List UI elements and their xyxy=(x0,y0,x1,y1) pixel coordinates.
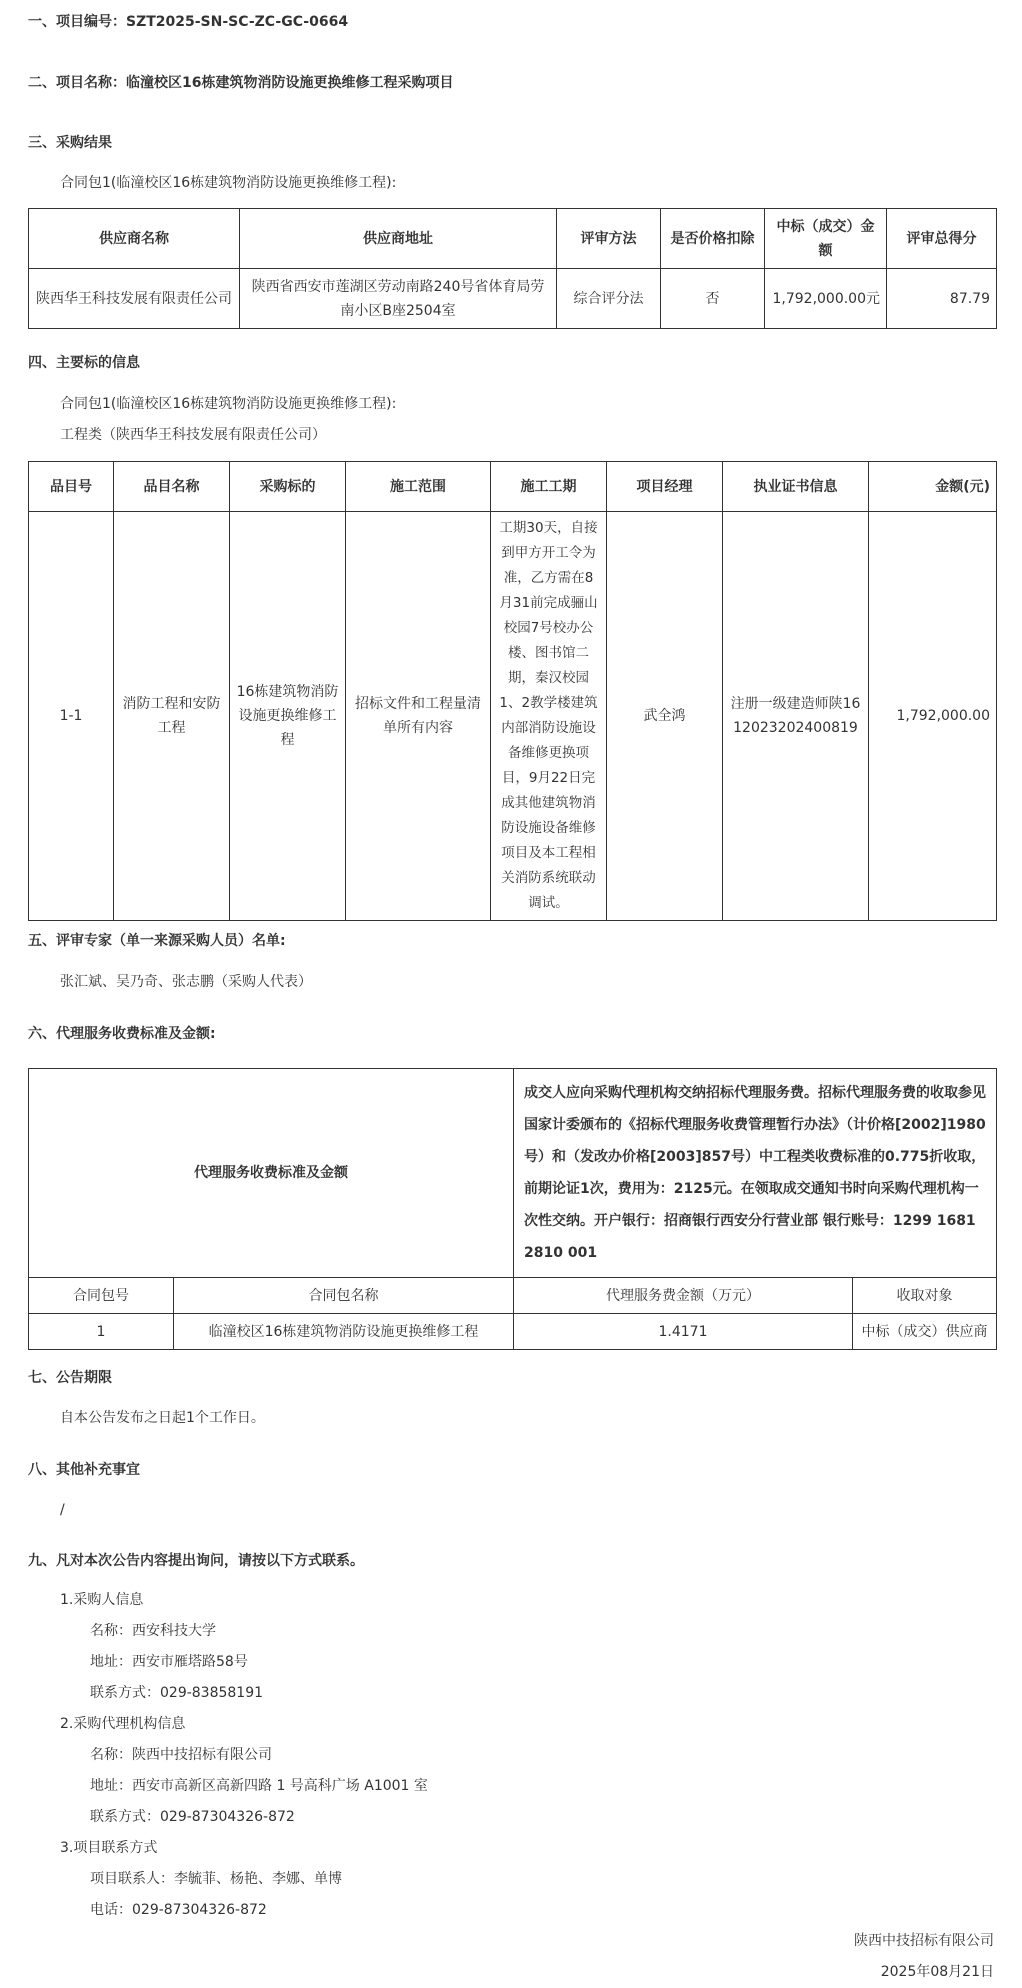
table-row xyxy=(29,1314,997,1350)
project-name-value: 临潼校区16栋建筑物消防设施更换维修工程采购项目 xyxy=(126,75,454,91)
fee-standard-label: 代理服务收费标准及金额 xyxy=(29,1069,514,1278)
table-header-cell: 施工工期 xyxy=(491,462,607,512)
table-cell: 87.79 xyxy=(887,269,997,329)
table-header-cell: 中标（成交）金额 xyxy=(765,209,887,269)
experts-names: 张汇斌、吴乃奇、张志鹏（采购人代表） xyxy=(60,974,312,990)
table-cell: 中标（成交）供应商 xyxy=(853,1314,997,1350)
project-number xyxy=(28,12,348,32)
fee-standard-text: 成交人应向采购代理机构交纳招标代理服务费。招标代理服务费的收取参见国家计委颁布的《招标代理服务收费管理暂行办法》（计价格[2002]1980号）和（发改办价格[2003]857号）中工程类收费标准的0.775折收取，前期论证1次，费用为：2125元。在领取成交通知书时向采购代理机构一次性交纳。开户银行：招商银行西安分行营业部 银行账号：1299 1681 2810 001 xyxy=(514,1069,997,1278)
table-header-cell: 项目经理 xyxy=(607,462,723,512)
section-title-experts: 五、评审专家（单一来源采购人员）名单: xyxy=(28,933,286,949)
table-header-cell: 采购标的 xyxy=(230,462,346,512)
period-text: 自本公告发布之日起1个工作日。 xyxy=(60,1410,265,1426)
contact-phone: 电话：029-87304326-872 xyxy=(90,1902,267,1918)
section-title-subject: 四、主要标的信息 xyxy=(28,355,140,371)
project-name xyxy=(28,73,453,93)
purchaser-address: 地址：西安市雁塔路58号 xyxy=(90,1654,248,1670)
table-header-cell: 执业证书信息 xyxy=(723,462,869,512)
section-title-other: 八、其他补充事宜 xyxy=(28,1462,140,1478)
table-header-cell: 供应商名称 xyxy=(29,209,240,269)
subject-table xyxy=(28,461,997,921)
project-number-label: 一、项目编号： xyxy=(28,14,126,30)
table-cell: 临潼校区16栋建筑物消防设施更换维修工程 xyxy=(174,1314,514,1350)
table-header-cell: 品目号 xyxy=(29,462,114,512)
table-header-cell: 合同包号 xyxy=(29,1278,174,1314)
table-header-cell: 金额(元) xyxy=(869,462,997,512)
table-cell: 陕西省西安市莲湖区劳动南路240号省体育局劳南小区B座2504室 xyxy=(240,269,557,329)
table-header-row xyxy=(29,462,997,512)
section-title-period: 七、公告期限 xyxy=(28,1370,112,1386)
table-cell: 陕西华王科技发展有限责任公司 xyxy=(29,269,240,329)
fee-table xyxy=(28,1068,997,1350)
table-cell: 1-1 xyxy=(29,512,114,921)
contact-title: 3.项目联系方式 xyxy=(60,1840,158,1856)
table-header-cell: 品目名称 xyxy=(114,462,230,512)
section-title-fee: 六、代理服务收费标准及金额: xyxy=(28,1026,216,1042)
table-cell: 1.4171 xyxy=(514,1314,853,1350)
project-number-value: SZT2025-SN-SC-ZC-GC-0664 xyxy=(126,14,349,30)
table-header-cell: 施工范围 xyxy=(346,462,491,512)
table-row xyxy=(29,512,997,921)
table-cell: 消防工程和安防工程 xyxy=(114,512,230,921)
table-header-cell: 评审方法 xyxy=(557,209,661,269)
subject-category-label: 工程类（陕西华王科技发展有限责任公司） xyxy=(60,427,326,443)
table-header-cell: 供应商地址 xyxy=(240,209,557,269)
agency-address: 地址：西安市高新区高新四路 1 号高科广场 A1001 室 xyxy=(90,1778,428,1794)
table-cell: 注册一级建造师陕1612023202400819 xyxy=(723,512,869,921)
table-cell: 否 xyxy=(661,269,765,329)
agency-name: 名称：陕西中技招标有限公司 xyxy=(90,1747,272,1763)
other-text: / xyxy=(60,1502,65,1518)
table-header-cell: 收取对象 xyxy=(853,1278,997,1314)
table-header-cell: 是否价格扣除 xyxy=(661,209,765,269)
purchaser-title: 1.采购人信息 xyxy=(60,1592,144,1608)
table-cell: 1 xyxy=(29,1314,174,1350)
purchaser-phone: 联系方式：029-83858191 xyxy=(90,1685,264,1701)
contact-people: 项目联系人：李毓菲、杨艳、李娜、单博 xyxy=(90,1871,342,1887)
table-header-row xyxy=(29,209,997,269)
agency-title: 2.采购代理机构信息 xyxy=(60,1716,186,1732)
result-table xyxy=(28,208,997,329)
agency-phone: 联系方式：029-87304326-872 xyxy=(90,1809,295,1825)
footer-date: 2025年08月21日 xyxy=(880,1964,994,1980)
table-row xyxy=(29,1069,997,1278)
table-cell: 1,792,000.00 xyxy=(869,512,997,921)
table-header-cell: 合同包名称 xyxy=(174,1278,514,1314)
table-header-cell: 代理服务费金额（万元） xyxy=(514,1278,853,1314)
table-cell: 16栋建筑物消防设施更换维修工程 xyxy=(230,512,346,921)
table-cell: 招标文件和工程量清单所有内容 xyxy=(346,512,491,921)
table-row xyxy=(29,269,997,329)
table-cell: 综合评分法 xyxy=(557,269,661,329)
table-header-cell: 评审总得分 xyxy=(887,209,997,269)
purchaser-name: 名称：西安科技大学 xyxy=(90,1623,216,1639)
table-cell: 武全鸿 xyxy=(607,512,723,921)
subject-package-label: 合同包1(临潼校区16栋建筑物消防设施更换维修工程): xyxy=(60,396,397,412)
section-title-contact: 九、凡对本次公告内容提出询问，请按以下方式联系。 xyxy=(28,1553,364,1569)
project-name-label: 二、项目名称： xyxy=(28,75,126,91)
table-cell: 1,792,000.00元 xyxy=(765,269,887,329)
section-title-result: 三、采购结果 xyxy=(28,135,112,151)
table-header-row xyxy=(29,1278,997,1314)
table-cell: 工期30天，自接到甲方开工令为准，乙方需在8月31前完成骊山校园7号校办公楼、图书馆二期，秦汉校园1、2教学楼建筑内部消防设施设备维修更换项目，9月22日完成其他建筑物消防设施设备维修项目及本工程相关消防系统联动调试。 xyxy=(491,512,607,921)
result-package-label: 合同包1(临潼校区16栋建筑物消防设施更换维修工程): xyxy=(60,175,397,191)
footer-company: 陕西中技招标有限公司 xyxy=(854,1933,994,1949)
